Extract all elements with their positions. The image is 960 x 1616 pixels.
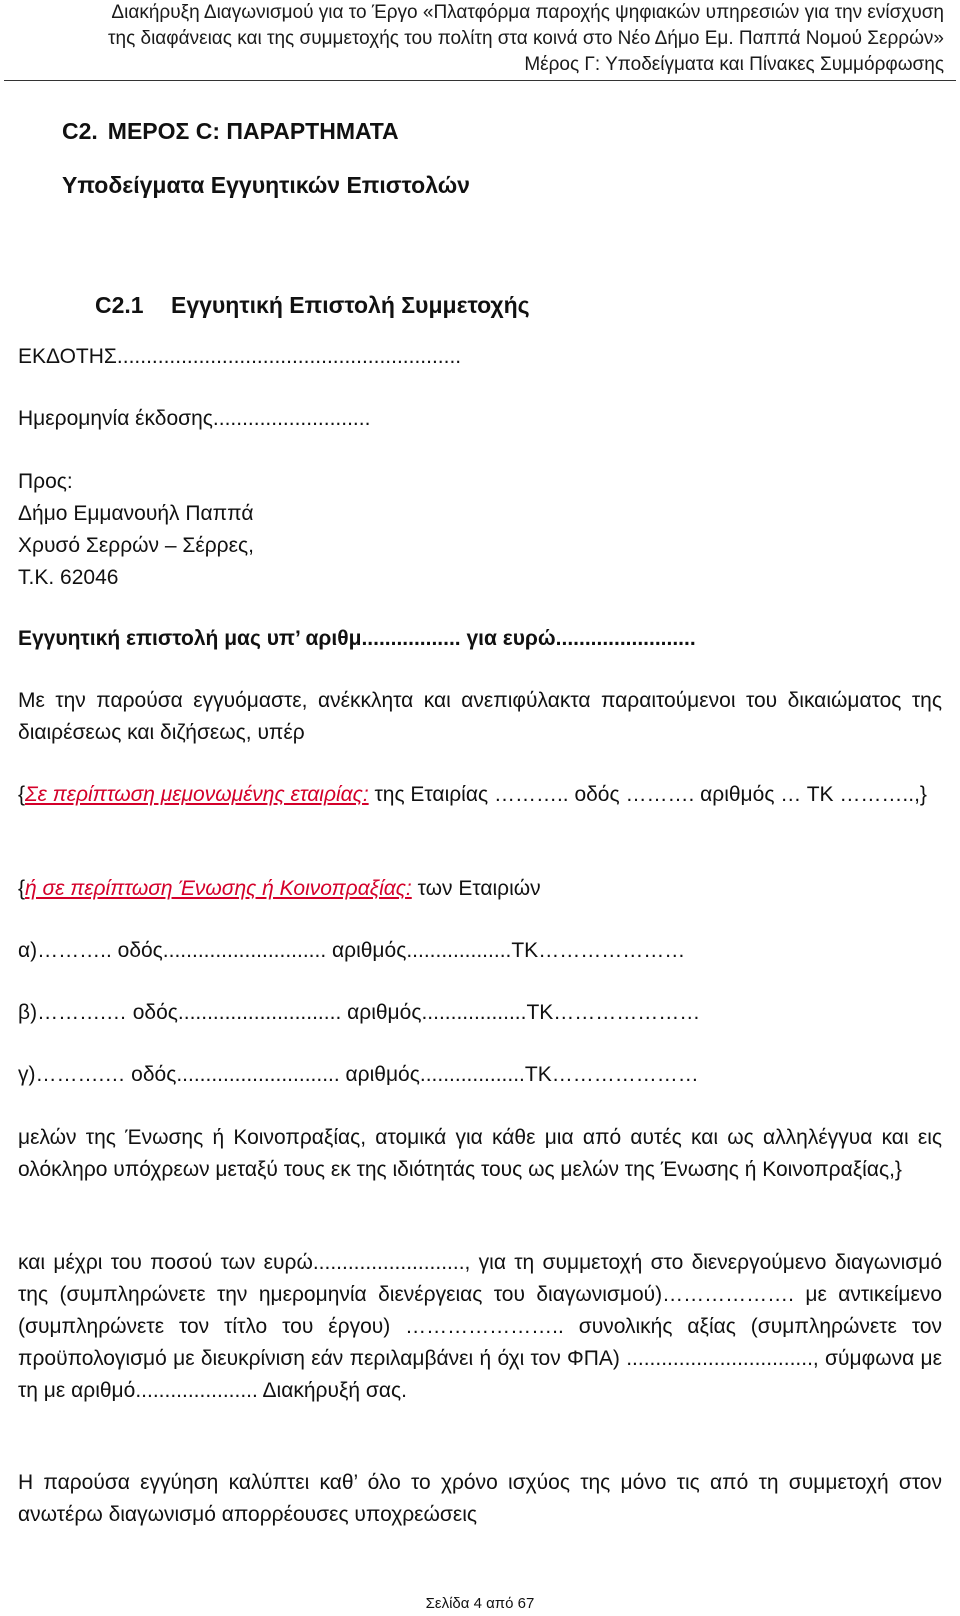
recipient-line-1: Δήμο Εμμανουήλ Παππά (18, 502, 254, 525)
issue-date-line: Ημερομηνία έκδοσης........................... (18, 407, 371, 430)
joint-venture-note: ή σε περίπτωση Ένωσης ή Κοινοπραξίας: (25, 877, 412, 900)
guarantee-reference: Εγγυητική επιστολή μας υπ’ αριθμ................. για ευρώ........................ (18, 627, 696, 650)
section-number: C2. (62, 118, 98, 144)
member-line-c: γ)……….… οδός............................ αριθμός..................ΤΚ………………… (18, 1063, 699, 1086)
joint-venture-text: των Εταιριών (411, 877, 541, 900)
section-heading (62, 116, 399, 146)
single-company-note: Σε περίπτωση μεμονωμένης εταιρίας: (25, 783, 369, 806)
recipient-line-3: Τ.Κ. 62046 (18, 566, 119, 589)
recipient-label: Προς: (18, 470, 73, 493)
recipient-block (18, 466, 942, 594)
header-line-3: Μέρος Γ: Υποδείγματα και Πίνακες Συμμόρφωσης (524, 54, 944, 75)
paragraph-amount: και μέχρι του ποσού των ευρώ.........................., για τη συμμετοχή στο διενεργούμενο διαγωνισμό της (συμπληρώνετε την ημερομηνία διενέργειας του διαγωνισμού)………………. με αντικείμενο (συμπληρώνετε τον τίτλο του έργου) ………………….. συνολικής αξίας (συμπληρώνετε τον προϋπολογισμό με διευκρίνιση εάν περιλαμβάνει ή όχι τον ΦΠΑ) ................................, σύμφωνα με τη με αριθμό..................... Διακήρυξή σας. (18, 1251, 942, 1402)
section-title: ΜΕΡΟΣ C: ΠΑΡΑΡΤΗΜΑΤΑ (107, 118, 399, 144)
document-header (0, 0, 960, 78)
member-line-b: β)……….… οδός............................ αριθμός..................ΤΚ………………… (18, 1001, 701, 1024)
single-company-text: της Εταιρίας ……….. οδός ………. αριθμός … ΤΚ ………..,} (368, 783, 927, 806)
paragraph-coverage: Η παρούσα εγγύηση καλύπτει καθ’ όλο το χρόνο ισχύος της μόνο τις από τη συμμετοχή στον ανωτέρω διαγωνισμό απορρέουσες υποχρεώσεις (18, 1471, 942, 1526)
issuer-line: ΕΚΔΟΤΗΣ........................................................... (18, 345, 462, 368)
subsection-title: Εγγυητική Επιστολή Συμμετοχής (171, 292, 530, 318)
header-divider (4, 80, 956, 81)
paragraph-joint-venture (18, 873, 942, 905)
header-line-1: Διακήρυξη Διαγωνισμού για το Έργο «Πλατφόρμα παροχής ψηφιακών υπηρεσιών για την ενίσχυση (111, 2, 944, 23)
subsection-number: C2.1 (95, 292, 144, 318)
member-line-a: α)……….. οδός............................ αριθμός..................ΤΚ………………… (18, 939, 686, 962)
paragraph-guarantee-intro: Με την παρούσα εγγυόμαστε, ανέκκλητα και ανεπιφύλακτα παραιτούμενοι του δικαιώματος της διαιρέσεως και διζήσεως, υπέρ (18, 689, 942, 744)
section-subtitle: Υποδείγματα Εγγυητικών Επιστολών (62, 172, 470, 198)
paragraph-single-company (18, 779, 942, 811)
page-number: Σελίδα 4 από 67 (425, 1595, 535, 1612)
subsection-heading (95, 290, 530, 320)
paragraph-members: μελών της Ένωσης ή Κοινοπραξίας, ατομικά για κάθε μια από αυτές και ως αλληλέγγυα και εις ολόκληρο υπόχρεων μεταξύ τους εκ της ιδιότητάς τους ως μελών της Ένωσης ή Κοινοπραξίας,} (18, 1126, 942, 1181)
recipient-line-2: Χρυσό Σερρών – Σέρρες, (18, 534, 254, 557)
brace-open: { (18, 877, 26, 900)
header-line-2: της διαφάνειας και της συμμετοχής του πολίτη στα κοινά στο Νέο Δήμο Εμ. Παππά Νομού Σερρών» (108, 28, 944, 49)
brace-open: { (18, 783, 26, 806)
